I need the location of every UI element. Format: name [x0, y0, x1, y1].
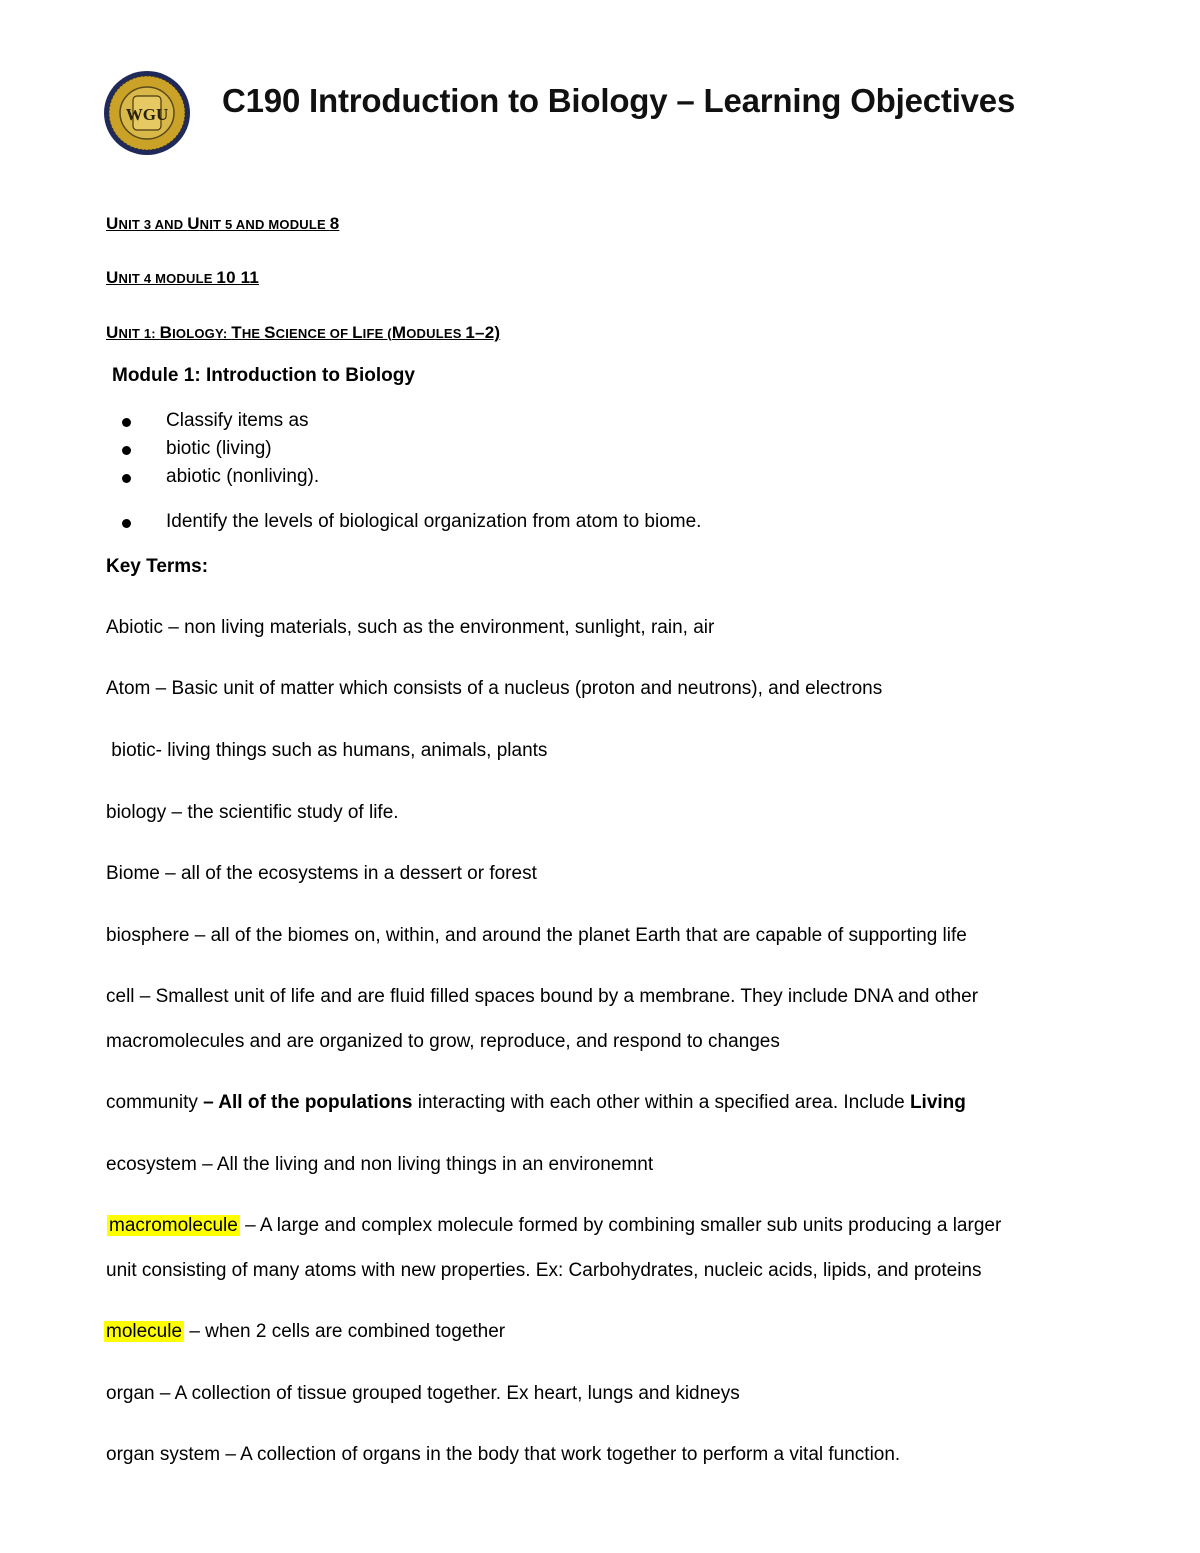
bullet-dot: [122, 446, 131, 455]
bullet-item: biotic (living): [166, 438, 272, 459]
key-terms-heading: Key Terms:: [106, 556, 209, 577]
highlighted-term: macromolecule: [109, 1215, 238, 1236]
term-abiotic: Abiotic – non living materials, such as the environment, sunlight, rain, air: [106, 617, 715, 638]
highlighted-term: molecule: [106, 1321, 183, 1342]
svg-text:WGU: WGU: [125, 105, 169, 124]
module1-heading: Module 1: Introduction to Biology: [112, 365, 415, 386]
bullet-item: Classify items as: [166, 410, 309, 431]
term-cell-continued: macromolecules and are organized to grow, reproduce, and respond to changes: [106, 1031, 780, 1052]
term-community: community – All of the populations interacting with each other within a specified area. Include Living: [106, 1092, 966, 1113]
term-ecosystem: ecosystem – All the living and non living things in an environemnt: [106, 1154, 654, 1175]
bullet-item: Identify the levels of biological organization from atom to biome.: [166, 511, 702, 532]
term-atom: Atom – Basic unit of matter which consists of a nucleus (proton and neutrons), and electrons: [106, 678, 883, 699]
section-unit1-heading: UNIT 1: BIOLOGY: THE SCIENCE OF LIFE (MODULES 1–2): [106, 323, 501, 342]
section-unit3-heading: UNIT 3 AND UNIT 5 AND MODULE 8: [106, 214, 340, 233]
term-biome: Biome – all of the ecosystems in a dessert or forest: [106, 863, 537, 884]
bullet-dot: [122, 474, 131, 483]
term-macromolecule: macromolecule – A large and complex molecule formed by combining smaller sub units producing a larger: [109, 1215, 1002, 1236]
bullet-item: abiotic (nonliving).: [166, 466, 320, 487]
term-cell: cell – Smallest unit of life and are fluid filled spaces bound by a membrane. They include DNA and other: [106, 986, 979, 1007]
term-organ-system: organ system – A collection of organs in the body that work together to perform a vital function.: [106, 1444, 901, 1465]
term-biotic: biotic- living things such as humans, animals, plants: [106, 740, 548, 761]
section-unit4-heading: UNIT 4 MODULE 10 11: [106, 268, 260, 287]
term-organ: organ – A collection of tissue grouped together. Ex heart, lungs and kidneys: [106, 1383, 740, 1404]
bullet-dot: [122, 418, 131, 427]
term-biosphere: biosphere – all of the biomes on, within, and around the planet Earth that are capable of supporting life: [106, 925, 967, 946]
bullet-dot: [122, 519, 131, 528]
term-molecule: molecule – when 2 cells are combined together: [106, 1321, 506, 1342]
term-biology: biology – the scientific study of life.: [106, 802, 399, 823]
document-title: C190 Introduction to Biology – Learning Objectives: [222, 82, 1016, 119]
wgu-seal-logo: [103, 70, 191, 156]
term-macromolecule-continued: unit consisting of many atoms with new properties. Ex: Carbohydrates, nucleic acids, lipids, and proteins: [106, 1260, 982, 1281]
